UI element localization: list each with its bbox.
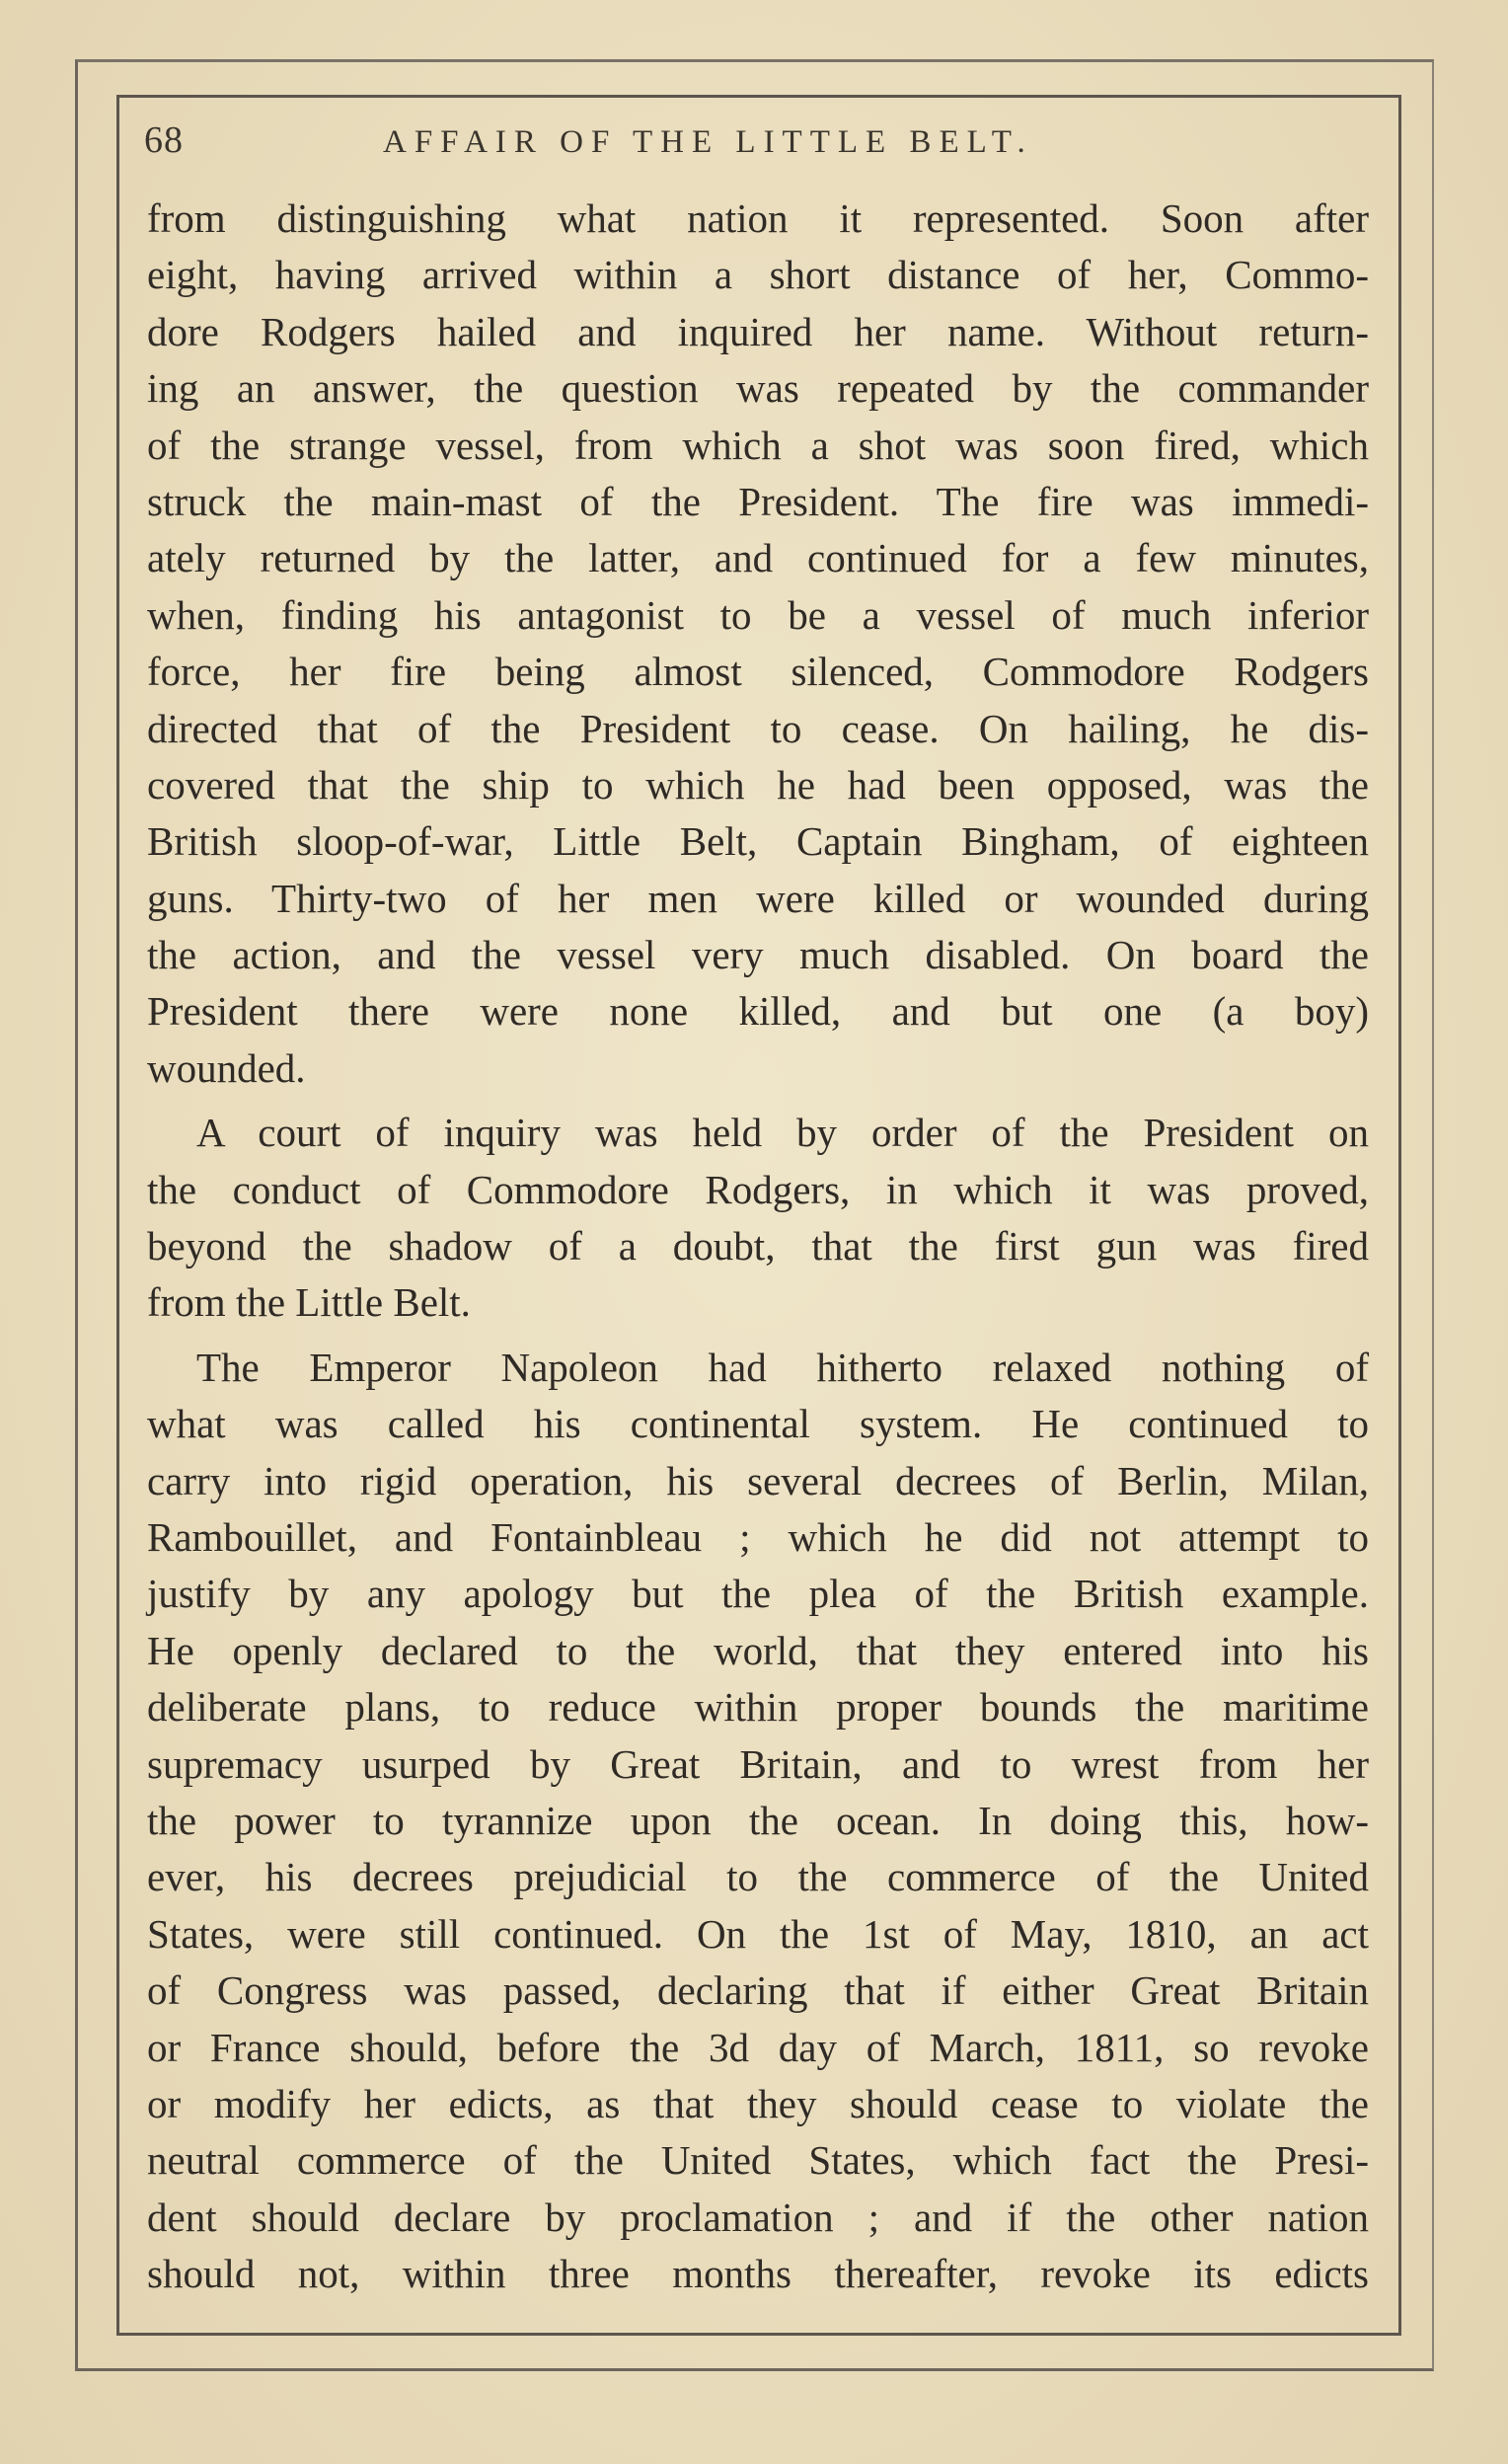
text-line: Rambouillet, and Fontainbleau ; which he did not attempt to [147, 1513, 1369, 1560]
paragraph [147, 1105, 1369, 1332]
text-line: the action, and the vessel very much disabled. On board the [147, 932, 1369, 978]
text-line: wounded. [147, 1044, 306, 1091]
paragraph [147, 191, 1369, 1097]
text-line: A court of inquiry was held by order of the President on [196, 1110, 1369, 1156]
page-header [144, 118, 1362, 178]
text-line: the conduct of Commodore Rodgers, in which it was proved, [147, 1166, 1369, 1212]
text-line: guns. Thirty-two of her men were killed or wounded during [147, 875, 1369, 921]
text-line: force, her fire being almost silenced, Commodore Rodgers [147, 649, 1369, 695]
text-line: British sloop-of-war, Little Belt, Captain Bingham, of eighteen [147, 818, 1369, 865]
text-line: ately returned by the latter, and continued for a few minutes, [147, 535, 1369, 581]
text-line: neutral commerce of the United States, which fact the Presi- [147, 2137, 1369, 2184]
text-line: what was called his continental system. He continued to [147, 1401, 1369, 1447]
text-line: carry into rigid operation, his several decrees of Berlin, Milan, [147, 1457, 1369, 1503]
text-line: justify by any apology but the plea of the British example. [147, 1571, 1369, 1617]
text-line: struck the main-mast of the President. The fire was immedi- [147, 478, 1369, 524]
text-line: States, were still continued. On the 1st of May, 1810, an act [147, 1910, 1369, 1957]
text-line: The Emperor Napoleon had hitherto relaxed nothing of [196, 1344, 1369, 1390]
text-line: of Congress was passed, declaring that if either Great Britain [147, 1967, 1369, 2014]
text-line: dore Rodgers hailed and inquired her name. Without return- [147, 308, 1369, 354]
body-text [147, 191, 1369, 2302]
text-line: beyond the shadow of a doubt, that the first gun was fired [147, 1223, 1369, 1270]
page-number: 68 [144, 119, 184, 161]
text-line: from distinguishing what nation it represented. Soon after [147, 195, 1369, 241]
text-line: eight, having arrived within a short distance of her, Commo- [147, 252, 1369, 298]
text-line: the power to tyrannize upon the ocean. In doing this, how- [147, 1797, 1369, 1843]
text-line: should not, within three months thereafter, revoke its edicts [147, 2251, 1369, 2297]
text-line: ing an answer, the question was repeated by the commander [147, 365, 1369, 412]
text-line: of the strange vessel, from which a shot was soon fired, which [147, 422, 1369, 468]
text-line: ever, his decrees prejudicial to the commerce of the United [147, 1854, 1369, 1900]
text-line: from the Little Belt. [147, 1279, 471, 1326]
text-line: President there were none killed, and but one (a boy) [147, 988, 1369, 1035]
text-line: He openly declared to the world, that they entered into his [147, 1627, 1369, 1673]
text-line: directed that of the President to cease. On hailing, he dis- [147, 705, 1369, 751]
text-line: or France should, before the 3d day of March, 1811, so revoke [147, 2024, 1369, 2070]
paragraph [147, 1340, 1369, 2303]
text-line: or modify her edicts, as that they should cease to violate the [147, 2080, 1369, 2126]
text-line: covered that the ship to which he had been opposed, was the [147, 761, 1369, 808]
running-title: AFFAIR OF THE LITTLE BELT. [383, 124, 1033, 160]
text-line: supremacy usurped by Great Britain, and to wrest from her [147, 1740, 1369, 1787]
text-line: dent should declare by proclamation ; and if the other nation [147, 2194, 1369, 2240]
text-line: deliberate plans, to reduce within proper bounds the maritime [147, 1684, 1369, 1731]
text-line: when, finding his antagonist to be a vessel of much inferior [147, 591, 1369, 638]
